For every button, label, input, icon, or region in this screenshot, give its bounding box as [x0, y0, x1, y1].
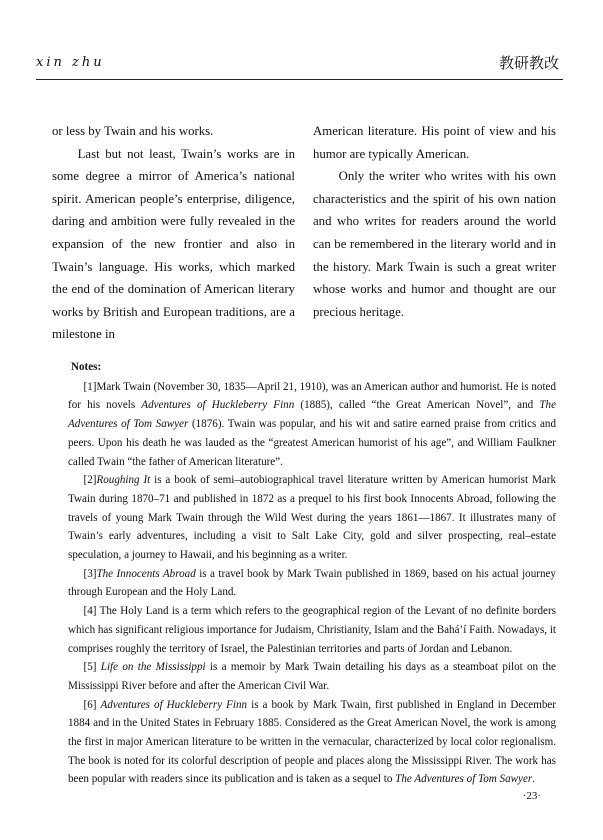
italic-title: The Adventures of Tom Sawyer — [68, 399, 556, 431]
footnote — [68, 565, 556, 602]
footnote-text: . — [532, 773, 535, 786]
footnote-text: is a book of semi–autobiographical travel literature written by American humorist Mark Twain during 1870–71 and published in 1872 as a prequel to his first book Innocents Abroad, following the travels of young Mark Twain through the Wild West during the years 1861—1867. It illustrates many of Twain’s early adventures, including a visit to Salt Lake City, gold and silver prospecting, real–estate speculation, a journey to Hawaii, and his beginning as a writer. — [68, 474, 556, 562]
footnote-text: is a travel book by Mark Twain published in 1869, based on his actual journey through European and the Holy Land. — [68, 567, 556, 599]
body-column-right — [313, 120, 556, 323]
paragraph: American literature. His point of view and his humor are typically American. — [313, 124, 556, 161]
footnote-text: [6] — [83, 698, 101, 711]
footnote — [68, 658, 556, 695]
footnote-text: [1]Mark Twain (November 30, 1835—April 21, 1910), was an American author and humorist. He is noted for his novels — [68, 380, 556, 412]
paragraph: Last but not least, Twain’s works are in some degree a mirror of America’s national spirit. American people’s enterprise, diligence, daring and ambition were fully revealed in the expansion of the new frontier and also in Twain’s language. His works, which marked the end of the domination of American literary works by British and European traditions, are a milestone in — [52, 146, 295, 342]
italic-title: Life on the Mississippi — [100, 661, 206, 674]
footnote — [68, 602, 556, 658]
footnote-text: [5] — [83, 661, 101, 674]
italic-title: The Innocents Abroad — [96, 567, 196, 580]
notes-list — [68, 378, 556, 789]
paragraph: or less by Twain and his works. — [52, 124, 214, 138]
italic-title: Adventures of Huckleberry Finn — [100, 698, 248, 711]
notes-title: Notes: — [71, 361, 102, 373]
notes-section — [68, 358, 556, 789]
footnote-text: (1885), called “the Great American Novel”, and — [294, 399, 540, 412]
footnote-text: (1876). Twain was popular, and his wit and satire earned praise from critics and peers. Upon his death he was lauded as the “greatest American humorist of his age”, and William Faulkner called Twain “the father of American literature”. — [68, 418, 556, 468]
journal-running-title: xin zhu — [36, 55, 105, 70]
footnote-text: is a memoir by Mark Twain detailing his days as a steamboat pilot on the Mississippi River before and after the American Civil War. — [68, 661, 556, 692]
body-column-left — [52, 120, 295, 346]
footnote — [68, 696, 556, 790]
italic-title: Adventures of Huckleberry Finn — [141, 399, 295, 412]
footnote-text: [2] — [83, 474, 97, 487]
footnote-text: [4] The Holy Land is a term which refers to the geographical region of the Levant of no definite borders which has significant religious importance for Judaism, Christianity, Islam and the Bahá’í Faith. Nowadays, it comprises roughly the territory of Israel, the Palestinian territories and parts of Jordan and Lebanon. — [68, 605, 556, 655]
italic-title: Roughing It — [96, 474, 151, 487]
footnote — [68, 378, 556, 472]
paragraph: Only the writer who writes with his own characteristics and the spirit of his own nation and who writes for readers around the world can be remembered in the literary world and in the history. Mark Twain is such a great writer whose works and humor and thought are our precious heritage. — [313, 169, 556, 319]
footnote-text: [3] — [83, 567, 97, 580]
footnote-text: is a book by Mark Twain, first published in England in December 1884 and in the United States in February 1885. Considered as the Great American Novel, the work is among the first in major American literature to be written in the vernacular, characterized by local color regionalism. The book is noted for its colorful description of people and places along the Mississippi River. The work has been popular with readers since its publication and is taken as a sequel to — [68, 698, 556, 786]
footnote — [68, 471, 556, 565]
header-divider — [36, 79, 563, 80]
section-title: 教研教改 — [498, 54, 559, 72]
page-number: ·23· — [522, 790, 541, 802]
italic-title: The Adventures of Tom Sawyer — [395, 773, 533, 786]
